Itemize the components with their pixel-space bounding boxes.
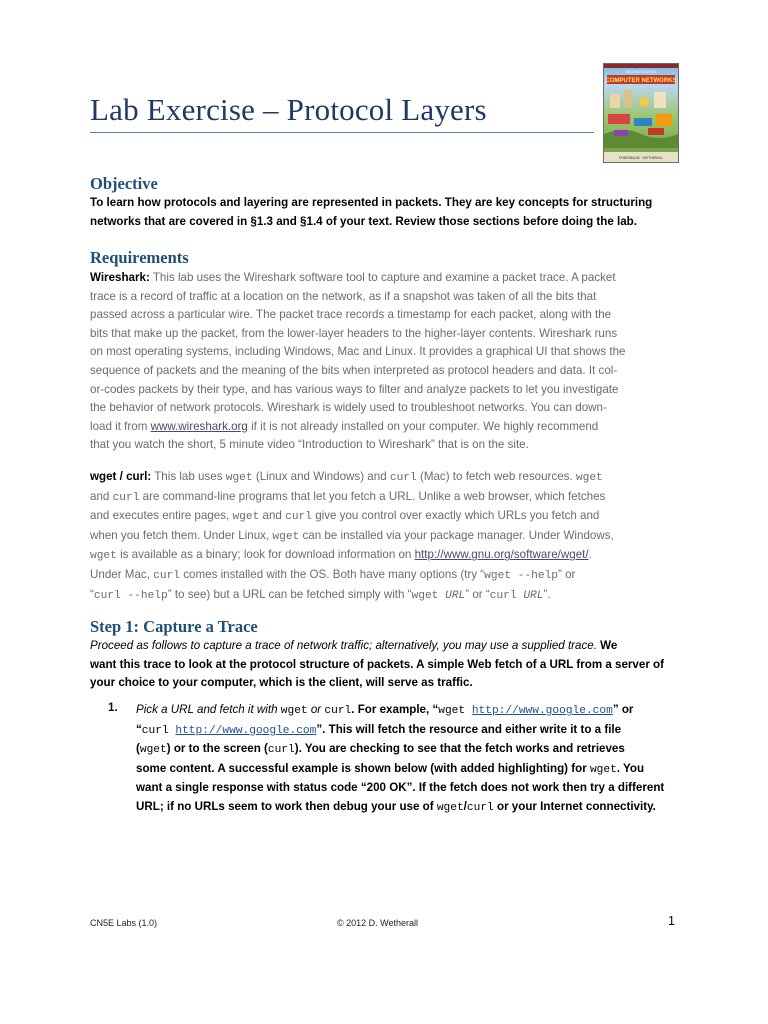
text-run: We <box>596 639 618 652</box>
wireshark-paragraph <box>90 269 680 455</box>
text-run: are command-line programs that let you fetch a URL. Unlike a web browser, which fetches <box>139 489 606 503</box>
gnu-wget-link[interactable]: http://www.gnu.org/software/wget/ <box>414 548 589 562</box>
text-run: / <box>463 799 467 813</box>
step1-intro-italic: Proceed as follows to capture a trace of network traffic; alternatively, you may use a supplied trace. <box>90 639 597 652</box>
text-run: This lab uses the Wireshark software tool to capture and examine a packet trace. A packet <box>149 271 616 284</box>
text-run: (Mac) to fetch web resources. <box>416 470 576 483</box>
text-run: load it from <box>90 419 151 433</box>
text-run: This lab uses <box>151 470 226 483</box>
wget-curl-paragraph <box>90 468 680 605</box>
code-wget: wget <box>232 511 260 524</box>
wireshark-link[interactable]: www.wireshark.org <box>150 419 248 433</box>
code-curl: curl <box>141 724 176 737</box>
text-run: . You <box>616 761 645 775</box>
text-run: comes installed with the OS. Both have many options (try “ <box>180 567 485 581</box>
text-run: or your Internet connectivity. <box>493 799 656 813</box>
text-line: the behavior of network protocols. Wireshark is widely used to troubleshoot networks. You can down- <box>90 401 607 415</box>
wireshark-label: Wireshark: <box>90 271 150 284</box>
code-curl: curl <box>324 705 352 717</box>
code-curl: curl <box>267 744 295 757</box>
text-run: some content. A successful example is shown below (with added highlighting) for <box>136 761 590 775</box>
text-line: trace is a record of traffic at a location on the network, as if a snapshot was taken of all the bits that <box>90 289 597 303</box>
page-title: Lab Exercise – Protocol Layers <box>90 92 487 127</box>
text-run: give you control over exactly which URLs you fetch and <box>311 509 600 523</box>
code-curl: curl <box>466 801 494 814</box>
text-line: that you watch the short, 5 minute video “Introduction to Wireshark” that is on the site. <box>90 438 529 452</box>
text-run: (Linux and Windows) and <box>252 470 390 483</box>
footer-left: CN5E Labs (1.0) <box>90 918 158 928</box>
code-curl: curl <box>112 491 140 504</box>
cover-series: SECOND EDITION <box>625 70 657 74</box>
text-run: when you fetch them. Under Linux, <box>90 528 273 542</box>
text-line: want this trace to look at the protocol structure of packets. A simple Web fetch of a URL from a server of <box>90 657 665 671</box>
text-run: “ <box>90 587 94 601</box>
code-wget: wget <box>139 744 167 757</box>
objective-line: To learn how protocols and layering are represented in packets. They are key concepts for structuring <box>90 196 653 209</box>
text-run: “ <box>136 722 142 736</box>
list-item-number: 1. <box>108 701 118 714</box>
text-run: can be installed via your package manager. Under Windows, <box>299 528 614 542</box>
text-run: and <box>259 509 286 523</box>
text-run: Under Mac, <box>90 567 154 581</box>
text-run: if it is not already installed on your computer. We highly recommend <box>247 419 599 433</box>
code-curl: curl <box>285 511 312 524</box>
text-run: is available as a binary; look for download information on <box>116 548 415 562</box>
text-line: your choice to your computer, which is the client, will serve as traffic. <box>90 676 473 690</box>
text-run: ” or <box>612 703 634 716</box>
text-run: ( <box>136 742 140 756</box>
text-run: and <box>90 489 113 503</box>
list-item <box>136 701 680 818</box>
wget-curl-label: wget / curl: <box>90 470 152 483</box>
code-curl: curl <box>389 472 417 484</box>
cover-authors: TANENBAUM · WETHERALL <box>618 156 664 160</box>
code-wget: wget <box>575 472 603 484</box>
book-cover-art <box>604 64 678 162</box>
code-wget-help: wget --help <box>484 569 559 582</box>
text-run: and executes entire pages, <box>90 509 233 523</box>
cover-name: COMPUTER NETWORKS <box>605 78 677 84</box>
objective-heading: Objective <box>90 174 158 193</box>
step1-heading: Step 1: Capture a Trace <box>90 617 258 636</box>
code-wget: wget <box>589 763 617 776</box>
text-run: Pick a URL and fetch it with <box>136 703 281 716</box>
page-number: 1 <box>668 914 675 928</box>
code-wget: wget <box>411 589 446 602</box>
text-line: or-codes packets by their type, and has various ways to filter and analyze packets to let you investigate <box>90 382 619 396</box>
step1-intro <box>90 637 680 693</box>
text-line: bits that make up the packet, from the lower-layer headers to the higher-layer contents. Wireshark runs <box>90 326 618 340</box>
text-run: . For example, “ <box>351 703 439 716</box>
code-wget: wget <box>90 550 117 563</box>
requirements-heading: Requirements <box>90 248 189 267</box>
code-url: URL <box>523 589 544 602</box>
code-curl: curl <box>153 569 181 582</box>
text-run: ) or to the screen ( <box>166 742 268 756</box>
code-wget: wget <box>225 472 253 484</box>
code-wget: wget <box>272 530 300 543</box>
text-line: sequence of packets and the meaning of the bits when interpreted as protocol headers and data. It col- <box>90 363 618 377</box>
text-run: . <box>588 548 592 562</box>
text-run: ”. This will fetch the resource and either write it to a file <box>316 722 622 736</box>
text-run: ” or <box>558 567 576 581</box>
text-run: ”. <box>543 587 551 601</box>
code-url: URL <box>445 589 466 602</box>
text-run: or <box>307 703 325 716</box>
text-run: ” or “ <box>465 587 490 601</box>
objective-line: networks that are covered in §1.3 and §1.4 of your text. Review those sections before doing the lab. <box>90 214 637 228</box>
objective-paragraph <box>90 194 680 231</box>
text-run: ). You are checking to see that the fetch works and retrieves <box>294 742 625 756</box>
google-link[interactable]: http://www.google.com <box>175 724 317 737</box>
title-underline <box>90 132 594 133</box>
code-wget: wget <box>438 705 472 717</box>
google-link[interactable]: http://www.google.com <box>471 705 613 717</box>
code-wget: wget <box>436 801 464 814</box>
code-wget: wget <box>280 705 308 717</box>
footer-center: © 2012 D. Wetherall <box>337 918 419 928</box>
text-line: on most operating systems, including Windows, Mac and Linux. It provides a graphical UI that shows the <box>90 345 626 359</box>
text-run: URL; if no URLs seem to work then debug your use of <box>136 799 437 813</box>
code-curl-help: curl --help <box>93 589 168 602</box>
text-line: passed across a particular wire. The packet trace records a timestamp for each packet, along with the <box>90 308 612 322</box>
text-run: ” to see) but a URL can be fetched simply with “ <box>167 587 412 601</box>
code-curl: curl <box>489 589 524 602</box>
book-cover-image <box>603 63 679 163</box>
text-line: want a single response with status code “200 OK”. If the fetch does not work then try a different <box>136 781 665 795</box>
